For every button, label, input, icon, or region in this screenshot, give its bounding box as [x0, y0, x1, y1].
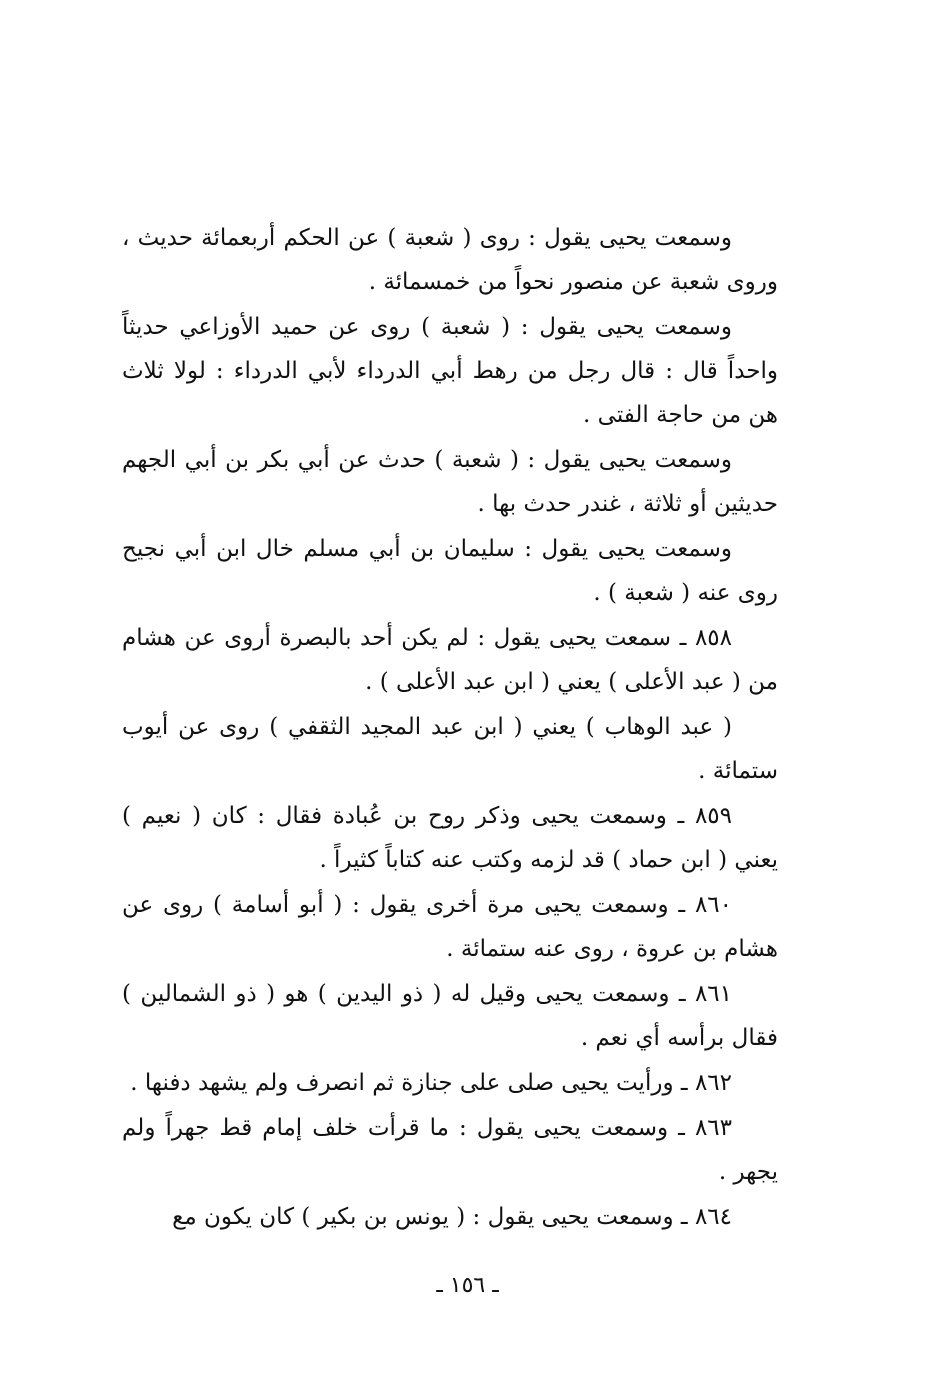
paragraph-4: وسمعت يحيى يقول : سليمان بن أبي مسلم خال ابن أبي نجيح روى عنه ( شعبة ) .	[122, 536, 778, 606]
paragraph-2: وسمعت يحيى يقول : ( شعبة ) روى عن حميد الأوزاعي حديثاً واحداً قال : قال رجل من رهط أبي الدرداء لأبي الدرداء : لولا ثلاث هن من حاجة الفتى .	[122, 314, 778, 428]
paragraph-862: ٨٦٢ ـ ورأيت يحيى صلى على جنازة ثم انصرف ولم يشهد دفنها .	[130, 1070, 732, 1096]
paragraph-861: ٨٦١ ـ وسمعت يحيى وقيل له ( ذو اليدين ) هو ( ذو الشمالين ) فقال برأسه أي نعم .	[122, 981, 778, 1051]
page-number: ـ ١٥٦ ـ	[436, 1273, 499, 1298]
paragraph-860: ٨٦٠ ـ وسمعت يحيى مرة أخرى يقول : ( أبو أسامة ) روى عن هشام بن عروة ، روى عنه ستمائة .	[122, 892, 778, 962]
paragraph-3: وسمعت يحيى يقول : ( شعبة ) حدث عن أبي بكر بن أبي الجهم حديثين أو ثلاثة ، غندر حدث بها .	[122, 447, 778, 517]
paragraph-864: ٨٦٤ ـ وسمعت يحيى يقول : ( يونس بن بكير ) كان يكون مع	[172, 1204, 732, 1230]
page-body	[122, 216, 778, 1239]
paragraph-1: وسمعت يحيى يقول : روى ( شعبة ) عن الحكم أربعمائة حديث ، وروى شعبة عن منصور نحواً من خمسمائة .	[122, 225, 778, 295]
paragraph-863: ٨٦٣ ـ وسمعت يحيى يقول : ما قرأت خلف إمام قط جهراً ولم يجهر .	[122, 1115, 778, 1185]
paragraph-858: ٨٥٨ ـ سمعت يحيى يقول : لم يكن أحد بالبصرة أروى عن هشام من ( عبد الأعلى ) يعني ( ابن عبد الأعلى ) .	[122, 625, 778, 695]
paragraph-abd-al-wahhab: ( عبد الوهاب ) يعني ( ابن عبد المجيد الثقفي ) روى عن أيوب ستمائة .	[122, 714, 778, 784]
paragraph-859: ٨٥٩ ـ وسمعت يحيى وذكر روح بن عُبادة فقال : كان ( نعيم ) يعني ( ابن حماد ) قد لزمه وكتب عنه كتاباً كثيراً .	[122, 803, 778, 873]
